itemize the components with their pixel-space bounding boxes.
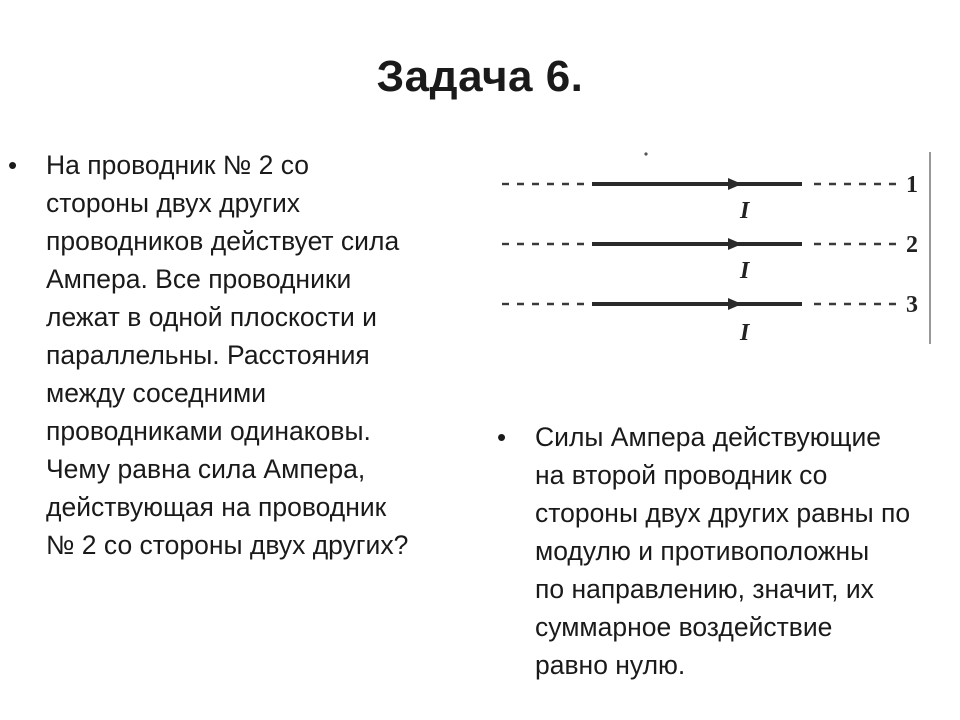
wire-number: 2: [906, 232, 918, 258]
wire-3: [502, 292, 918, 346]
text-line: № 2 со стороны двух других?: [46, 530, 409, 560]
text-line: действующая на проводник: [46, 492, 387, 522]
problem-statement-bullet: [8, 146, 466, 564]
parallel-wires-diagram: [496, 146, 936, 356]
text-line: Ампера. Все проводники: [46, 264, 352, 294]
text-line: Чему равна сила Ампера,: [46, 454, 366, 484]
current-label: I: [740, 320, 750, 346]
slide-title: Задача 6.: [376, 52, 584, 101]
wire-2: [502, 232, 918, 284]
text-line: Силы Ампера действующие: [535, 422, 881, 452]
text-line: параллельны. Расстояния: [46, 340, 370, 370]
wire-number: 1: [906, 172, 918, 198]
text-line: проводниками одинаковы.: [46, 416, 371, 446]
text-line: лежат в одной плоскости и: [46, 302, 377, 332]
bullet-dot: •: [8, 150, 18, 180]
text-line: На проводник № 2 со: [46, 150, 310, 180]
wire-1: [502, 172, 918, 224]
text-line: стороны двух других: [46, 188, 301, 218]
text-line: модулю и противоположны: [535, 536, 870, 566]
text-line: на второй проводник со: [535, 460, 828, 490]
text-line: равно нулю.: [535, 650, 686, 680]
speck-mark: [644, 152, 647, 155]
text-line: между соседними: [46, 378, 267, 408]
text-line: по направлению, значит, их: [535, 574, 874, 604]
text-line: проводников действует сила: [46, 226, 400, 256]
current-label: I: [740, 258, 750, 284]
wire-number: 3: [906, 292, 918, 318]
answer-bullet: [497, 418, 955, 684]
text-line: стороны двух других равны по: [535, 498, 911, 528]
bullet-dot: •: [497, 422, 507, 452]
text-line: суммарное воздействие: [535, 612, 833, 642]
current-label: I: [740, 198, 750, 224]
